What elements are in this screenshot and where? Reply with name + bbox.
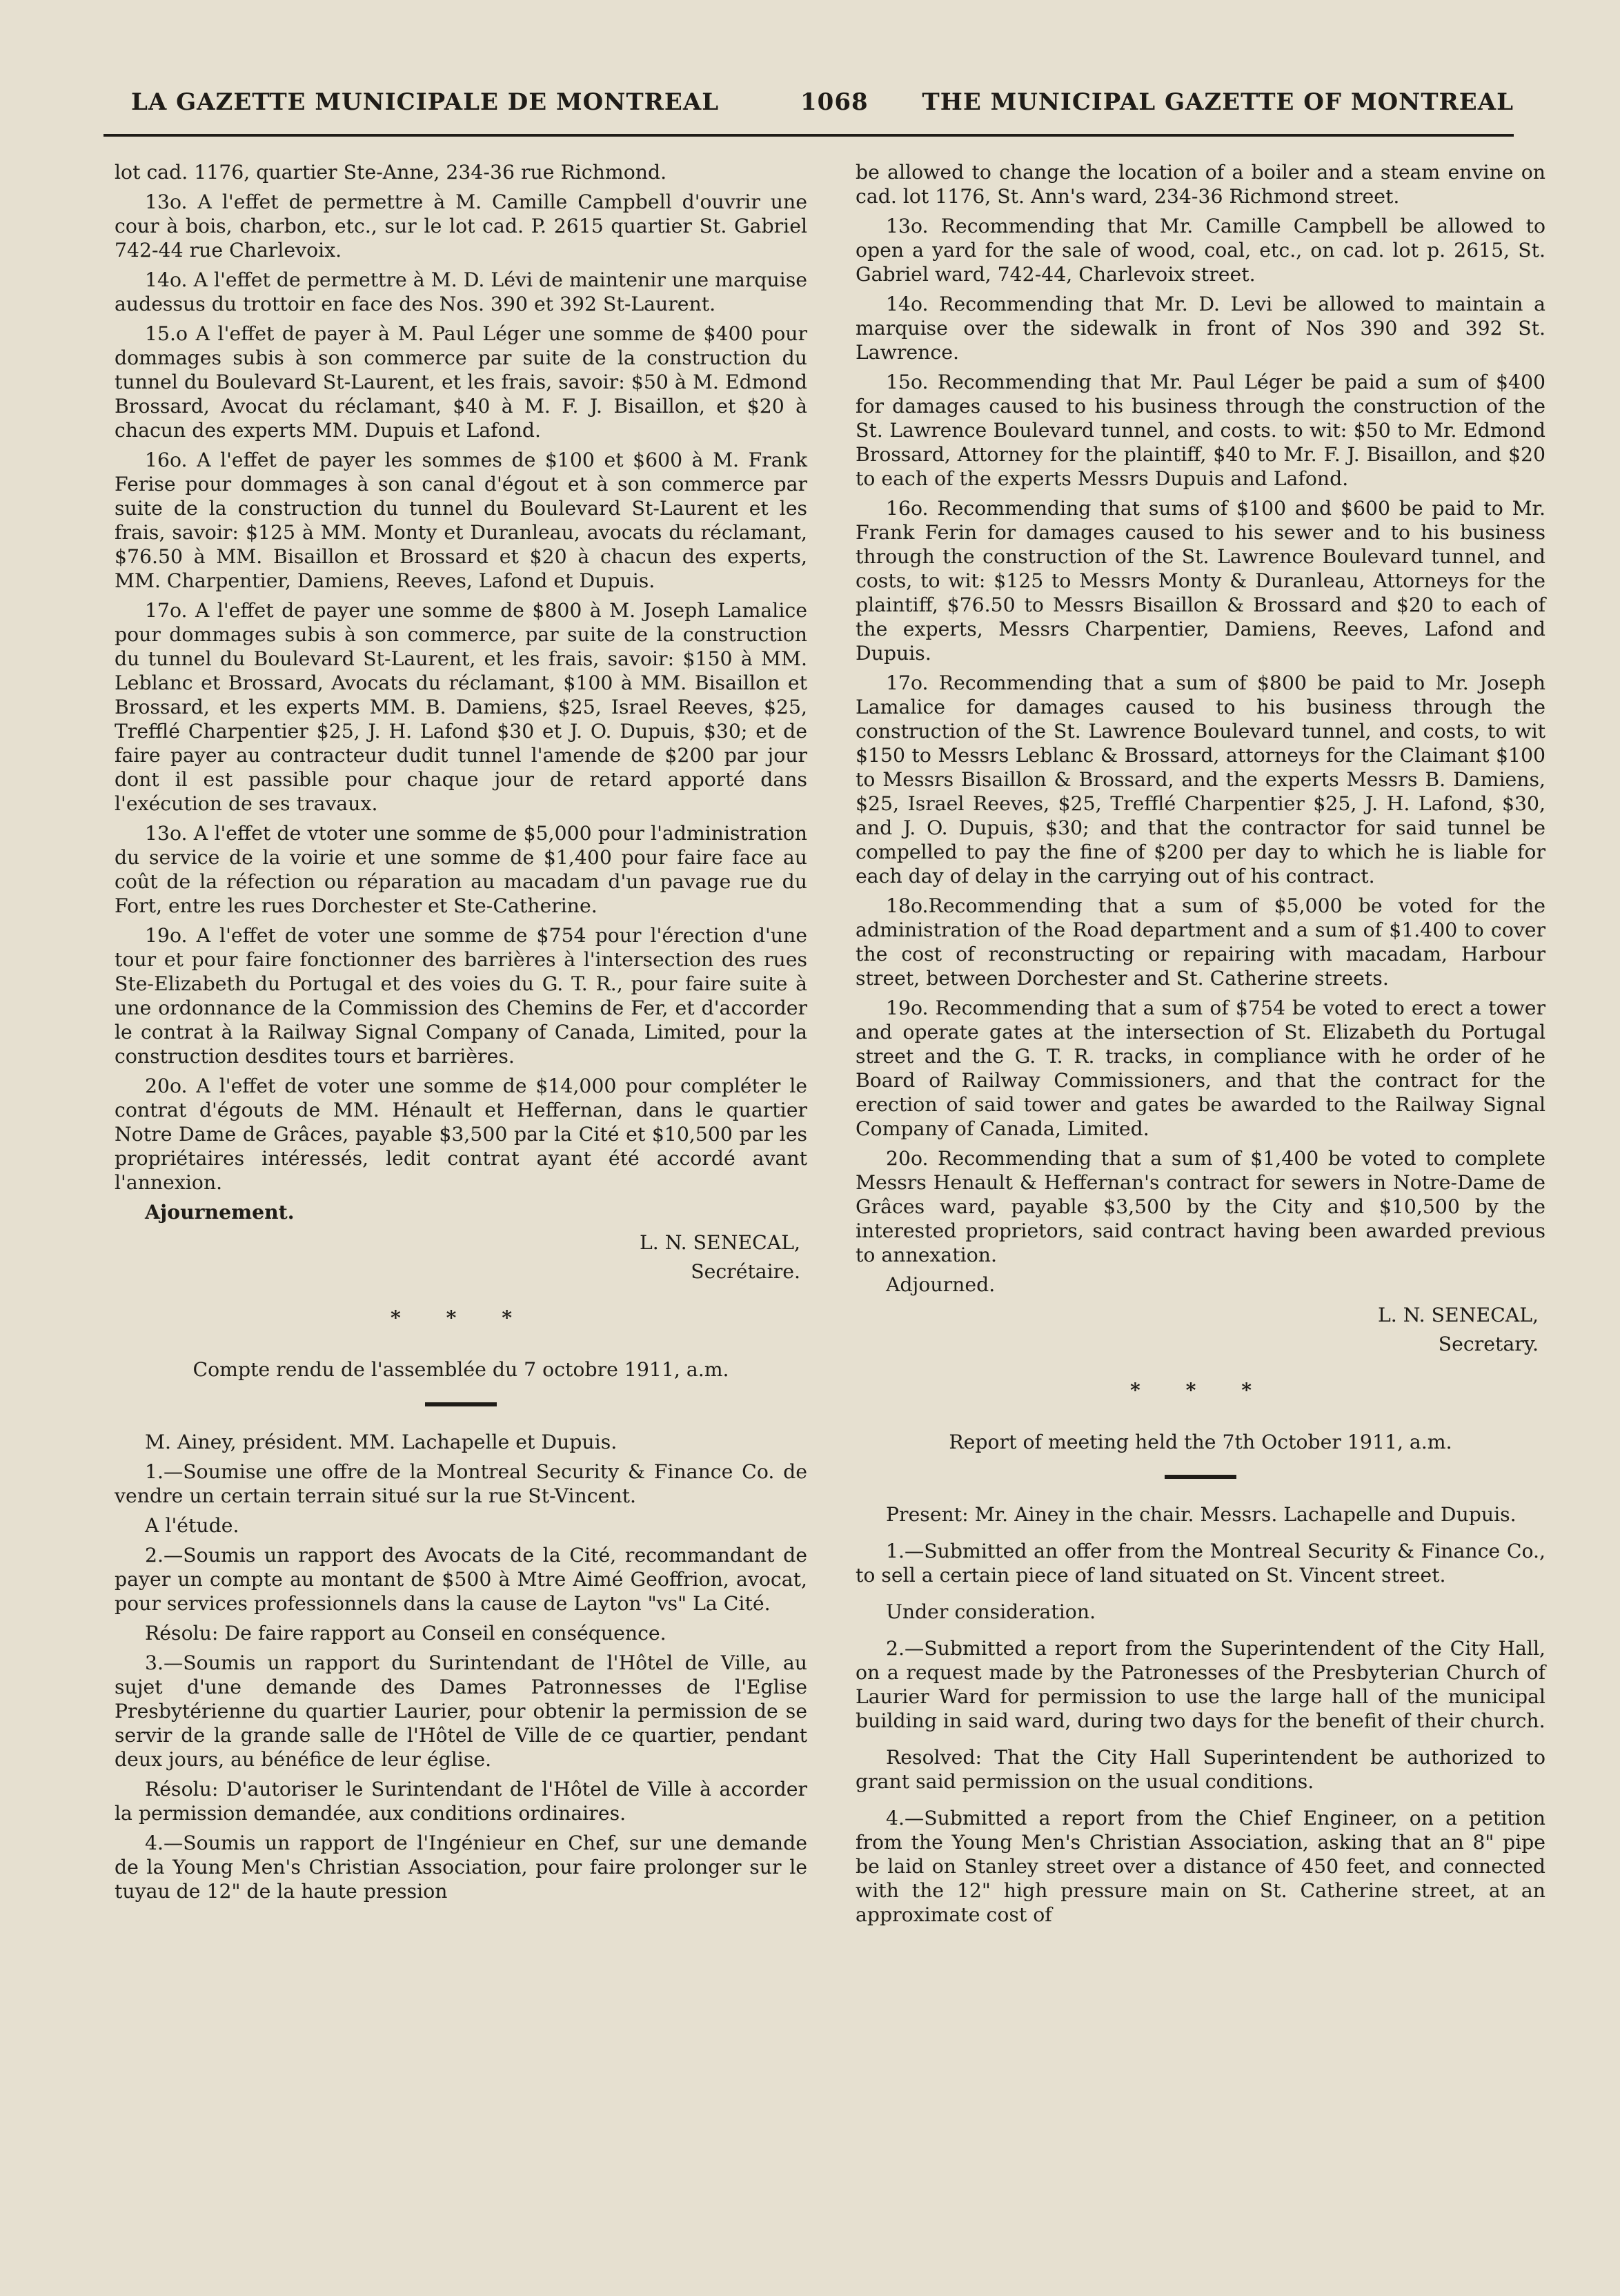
english-column: [856, 160, 1545, 1932]
fr-section-stars: * * *: [390, 1306, 532, 1329]
en-paragraph: 15o. Recommending that Mr. Paul Léger be paid a sum of $400 for damages caused to his business through the construction of the St. Lawrence Boulevard tunnel, and costs. to wit: $50 to Mr. Edmond Brossard, Attorney for the plaintiff, $40 to Mr. F. J. Bisaillon, and $20 to each of the experts Messrs Dupuis and Lafond.: [856, 371, 1545, 490]
en-present: Present: Mr. Ainey in the chair. Messrs. Lachapelle and Dupuis.: [886, 1503, 1517, 1526]
en-item: 4.—Submitted a report from the Chief Engineer, on a petition from the Young Men's Christian Association, asking that an 8" pipe be laid on Stanley street over a distance of 450 feet, and connected with the 12" high pressure main on St. Catherine street, at an approximate cost of: [856, 1807, 1545, 1926]
en-paragraph: 14o. Recommending that Mr. D. Levi be allowed to maintain a marquise over the sidewalk in front of Nos 390 and 392 St. Lawrence.: [856, 293, 1545, 364]
header-rule: [103, 134, 1514, 137]
en-item: Resolved: That the City Hall Superintendent be authorized to grant said permission on the usual conditions.: [856, 1746, 1545, 1793]
en-adjourned: Adjourned.: [886, 1273, 996, 1296]
fr-paragraph: 17o. A l'effet de payer une somme de $800 à M. Joseph Lamalice pour dommages subis à son commerce, par suite de la construction du tunnel du Boulevard St-Laurent, et les frais, savoir: $150 à MM. Leblanc et Brossard, Avocats du réclamant, $100 à MM. Bisaillon et Brossard, et les experts MM. B. Damiens, $25, Israel Reeves, $25, Trefflé Charpentier $25, J. H. Lafond $30 et J. O. Dupuis, $30; et de faire payer au contracteur dudit tunnel l'amende de $200 par jour dont il est passible pour chaque jour de retard apporté dans l'exécution de ses travaux.: [115, 599, 807, 815]
en-paragraph: 19o. Recommending that a sum of $754 be voted to erect a tower and operate gates at the intersection of St. Elizabeth du Portugal street and the G. T. R. tracks, in compliance with he order of he Board of Railway Commissioners, and that the contract for the erection of said tower and gates be awarded to the Railway Signal Company of Canada, Limited.: [856, 997, 1545, 1140]
fr-item: 2.—Soumis un rapport des Avocats de la Cité, recommandant de payer un compte au montant de $500 à Mtre Aimé Geoffrion, avocat, pour services professionnels dans la cause de Layton "vs" La Cité.: [115, 1544, 807, 1615]
fr-item: Résolu: D'autoriser le Surintendant de l'Hôtel de Ville à accorder la permission demandée, aux conditions ordinaires.: [115, 1778, 807, 1825]
fr-paragraph: lot cad. 1176, quartier Ste-Anne, 234-36 rue Richmond.: [115, 161, 667, 184]
en-paragraph: be allowed to change the location of a boiler and a steam envine on cad. lot 1176, St. Ann's ward, 234-36 Richmond street.: [856, 161, 1545, 208]
en-short-rule: [1165, 1475, 1236, 1479]
fr-item: 4.—Soumis un rapport de l'Ingénieur en Chef, sur une demande de la Young Men's Christian Association, pour faire prolonger sur le tuyau de 12" de la haute pression: [115, 1832, 807, 1903]
fr-signature-title: Secrétaire.: [691, 1260, 800, 1283]
fr-paragraph: 19o. A l'effet de voter une somme de $754 pour l'érection d'une tour et pour faire fonctionner des barrières à l'intersection des rues Ste-Elizabeth du Portugal et des voies du G. T. R., pour faire suite à une ordonnance de la Commission des Chemins de Fer, et d'accorder le contrat à la Railway Signal Company of Canada, Limited, pour la construction desdites tours et barrières.: [115, 924, 807, 1068]
en-item: Under consideration.: [886, 1600, 1096, 1623]
en-item: 2.—Submitted a report from the Superintendent of the City Hall, on a request made by the Patronesses of the Presbyterian Church of Laurier Ward for permission to use the large hall of the municipal building in said ward, during two days for the benefit of their church.: [856, 1637, 1545, 1732]
en-paragraph: 13o. Recommending that Mr. Camille Campbell be allowed to open a yard for the sale of wood, coal, etc., on cad. lot p. 2615, St. Gabriel ward, 742-44, Charlevoix street.: [856, 215, 1545, 286]
en-paragraph: 16o. Recommending that sums of $100 and $600 be paid to Mr. Frank Ferin for damages caused to his sewer and to his business through the construction of the St. Lawrence Boulevard tunnel, and costs, to wit: $125 to Messrs Monty & Duranleau, Attorneys for the plaintiff, $76.50 to Messrs Bisaillon & Brossard and $20 to each of the experts, Messrs Charpentier, Damiens, Reeves, Lafond and Dupuis.: [856, 497, 1545, 665]
page-header: [131, 88, 1514, 130]
en-section-stars: * * *: [1129, 1378, 1272, 1402]
en-paragraph: 18o.Recommending that a sum of $5,000 be voted for the administration of the Road department and a sum of $1.400 to cover the cost of reconstructing or repairing with macadam, Harbour street, between Dorchester and St. Catherine streets.: [856, 894, 1545, 990]
en-paragraph: 17o. Recommending that a sum of $800 be paid to Mr. Joseph Lamalice for damages caused to his business through the construction of the St. Lawrence Boulevard tunnel, and costs, to wit $150 to Messrs Leblanc & Brossard, attorneys for the Claimant $100 to Messrs Bisaillon & Brossard, and the experts Messrs B. Damiens, $25, Israel Reeves, $25, Trefflé Charpentier $25, J. H. Lafond, $30, and J. O. Dupuis, $30; and that the contractor for said tunnel be compelled to pay the fine of $200 per day to which he is liable for each day of delay in the carrying out of his contract.: [856, 671, 1545, 887]
en-signature-title: Secretary.: [1438, 1333, 1539, 1355]
page-number: 1068: [800, 88, 869, 116]
fr-present: M. Ainey, président. MM. Lachapelle et Dupuis.: [145, 1431, 618, 1453]
fr-paragraph: 14o. A l'effet de permettre à M. D. Lévi de maintenir une marquise audessus du trottoir en face des Nos. 390 et 392 St-Laurent.: [115, 268, 807, 315]
header-french-title: LA GAZETTE MUNICIPALE DE MONTREAL: [131, 88, 720, 116]
fr-item: Résolu: De faire rapport au Conseil en conséquence.: [145, 1622, 666, 1645]
fr-paragraph: 20o. A l'effet de voter une somme de $14,000 pour compléter le contrat d'égouts de MM. Hénault et Heffernan, dans le quartier Notre Dame de Grâces, payable $3,500 par la Cité et $10,500 par les propriétaires intéressés, ledit contrat ayant été accordé avant l'annexion.: [115, 1075, 807, 1194]
fr-item: A l'étude.: [145, 1514, 239, 1537]
fr-item: 3.—Soumis un rapport du Surintendant de l'Hôtel de Ville, au sujet d'une demande des Dames Patronnesses de l'Eglise Presbytérienne du quartier Laurier, pour obtenir la permission de se servir de la grande salle de l'Hôtel de Ville de ce quartier, pendant deux jours, au bénéfice de leur église.: [115, 1651, 807, 1771]
en-item: 1.—Submitted an offer from the Montreal Security & Finance Co., to sell a certain piece of land situated on St. Vincent street.: [856, 1540, 1545, 1587]
fr-item: 1.—Soumise une offre de la Montreal Security & Finance Co. de vendre un certain terrain situé sur la rue St-Vincent.: [115, 1460, 807, 1507]
fr-adjourned: Ajournement.: [145, 1200, 295, 1224]
header-english-title: THE MUNICIPAL GAZETTE OF MONTREAL: [922, 88, 1514, 116]
french-column: [115, 160, 807, 1909]
en-paragraph: 20o. Recommending that a sum of $1,400 be voted to complete Messrs Henault & Heffernan's contract for sewers in Notre-Dame de Grâces ward, payable $3,500 by the City and $10,500 by the interested proprietors, said contract having been awarded previous to annexation.: [856, 1147, 1545, 1266]
fr-report-title: Compte rendu de l'assemblée du 7 octobre 1911, a.m.: [192, 1358, 729, 1381]
fr-paragraph: 16o. A l'effet de payer les sommes de $100 et $600 à M. Frank Ferise pour dommages à son canal d'égout et à son commerce par suite de la construction du tunnel du Boulevard St-Laurent et les frais, savoir: $125 à MM. Monty et Duranleau, avocats du réclamant, $76.50 à MM. Bisaillon et Brossard et $20 à chacun des experts, MM. Charpentier, Damiens, Reeves, Lafond et Dupuis.: [115, 449, 807, 592]
fr-short-rule: [425, 1402, 497, 1406]
fr-signature-name: L. N. SENECAL,: [639, 1231, 800, 1254]
fr-paragraph: 15.o A l'effet de payer à M. Paul Léger une somme de $400 pour dommages subis à son commerce par suite de la construction du tunnel du Boulevard St-Laurent, et les frais, savoir: $50 à M. Edmond Brossard, Avocat du réclamant, $40 à M. F. J. Bisaillon, et $20 à chacun des experts MM. Dupuis et Lafond.: [115, 322, 807, 442]
fr-paragraph: 13o. A l'effet de permettre à M. Camille Campbell d'ouvrir une cour à bois, charbon, etc., sur le lot cad. P. 2615 quartier St. Gabriel 742-44 rue Charlevoix.: [115, 190, 807, 262]
fr-paragraph: 13o. A l'effet de vtoter une somme de $5,000 pour l'administration du service de la voirie et une somme de $1,400 pour faire face au coût de la réfection ou réparation au macadam d'un pavage rue du Fort, entre les rues Dorchester et Ste-Catherine.: [115, 822, 807, 917]
en-signature-name: L. N. SENECAL,: [1377, 1304, 1539, 1326]
en-report-title: Report of meeting held the 7th October 1911, a.m.: [949, 1431, 1452, 1453]
